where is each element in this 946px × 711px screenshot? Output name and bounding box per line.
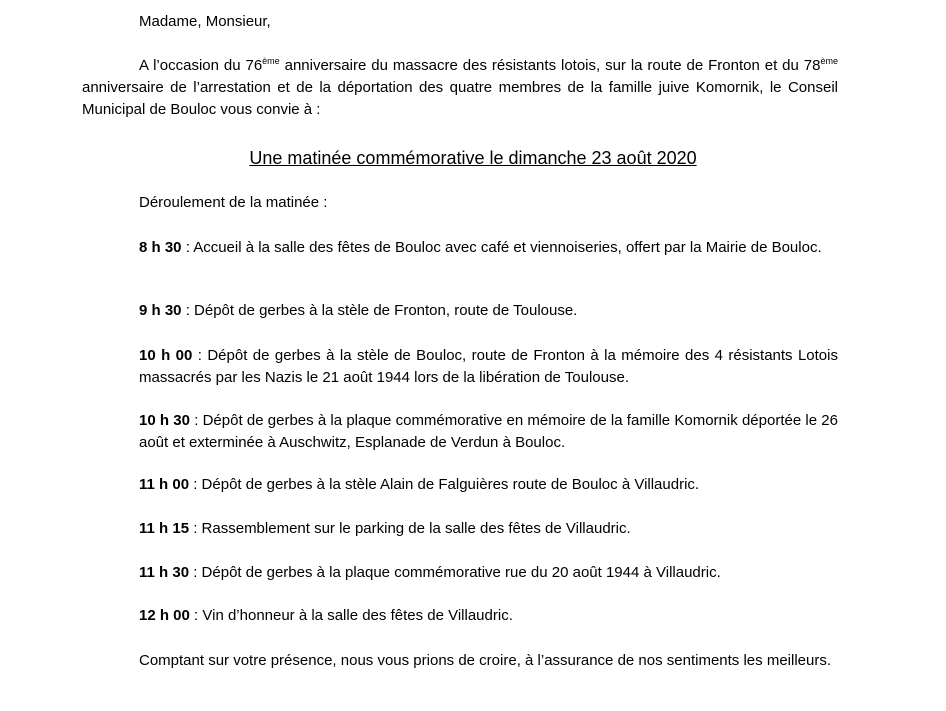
program-time: 8 h 30 [139,239,182,256]
intro-sup1: ème [262,56,280,66]
program-item-1130 [139,562,838,584]
intro-part1: A l’occasion du 76 [139,57,263,74]
program-item-1200 [139,605,838,627]
program-text: : Dépôt de gerbes à la stèle Alain de Falguières route de Bouloc à Villaudric. [189,476,700,493]
program-item-0930 [139,300,838,322]
program-item-1000 [139,345,838,389]
program-text: : Rassemblement sur le parking de la salle des fêtes de Villaudric. [189,520,631,537]
closing-paragraph: Comptant sur votre présence, nous vous prions de croire, à l’assurance de nos sentiments les meilleurs. [139,652,831,669]
program-time: 12 h 00 [139,607,190,624]
intro-part3: anniversaire de l’arrestation et de la déportation des quatre membres de la famille juive Komornik, le Conseil Municipal de Bouloc vous convie à : [82,79,838,118]
program-time: 11 h 00 [139,476,190,493]
intro-part2: anniversaire du massacre des résistants lotois, sur la route de Fronton et du 78 [279,57,821,74]
program-text: : Dépôt de gerbes à la plaque commémorative rue du 20 août 1944 à Villaudric. [189,564,721,581]
program-time: 9 h 30 [139,302,182,319]
program-time: 10 h 30 [139,412,190,429]
greeting: Madame, Monsieur, [139,13,271,30]
program-time: 11 h 15 [139,520,190,537]
program-text: : Dépôt de gerbes à la stèle de Fronton, route de Toulouse. [181,302,578,319]
program-item-1030 [139,410,838,454]
program-item-1100 [139,474,838,496]
intro-paragraph [82,55,838,121]
program-text: : Dépôt de gerbes à la stèle de Bouloc, route de Fronton à la mémoire des 4 résistants Lotois massacrés par les Nazis le 21 août 1944 lors de la libération de Toulouse. [139,347,838,386]
intro-sup2: ème [820,56,838,66]
program-item-1115 [139,518,838,540]
program-text: : Accueil à la salle des fêtes de Bouloc avec café et viennoiseries, offert par la Mairie de Bouloc. [181,239,822,256]
program-text: : Dépôt de gerbes à la plaque commémorative en mémoire de la famille Komornik déportée le 26 août et exterminée à Auschwitz, Esplanade de Verdun à Bouloc. [139,412,838,451]
program-time: 11 h 30 [139,564,190,581]
program-time: 10 h 00 [139,347,193,364]
event-title: Une matinée commémorative le dimanche 23 août 2020 [249,148,697,168]
program-heading: Déroulement de la matinée : [139,194,328,211]
program-item-0830 [139,237,838,259]
program-text: : Vin d’honneur à la salle des fêtes de Villaudric. [189,607,513,624]
